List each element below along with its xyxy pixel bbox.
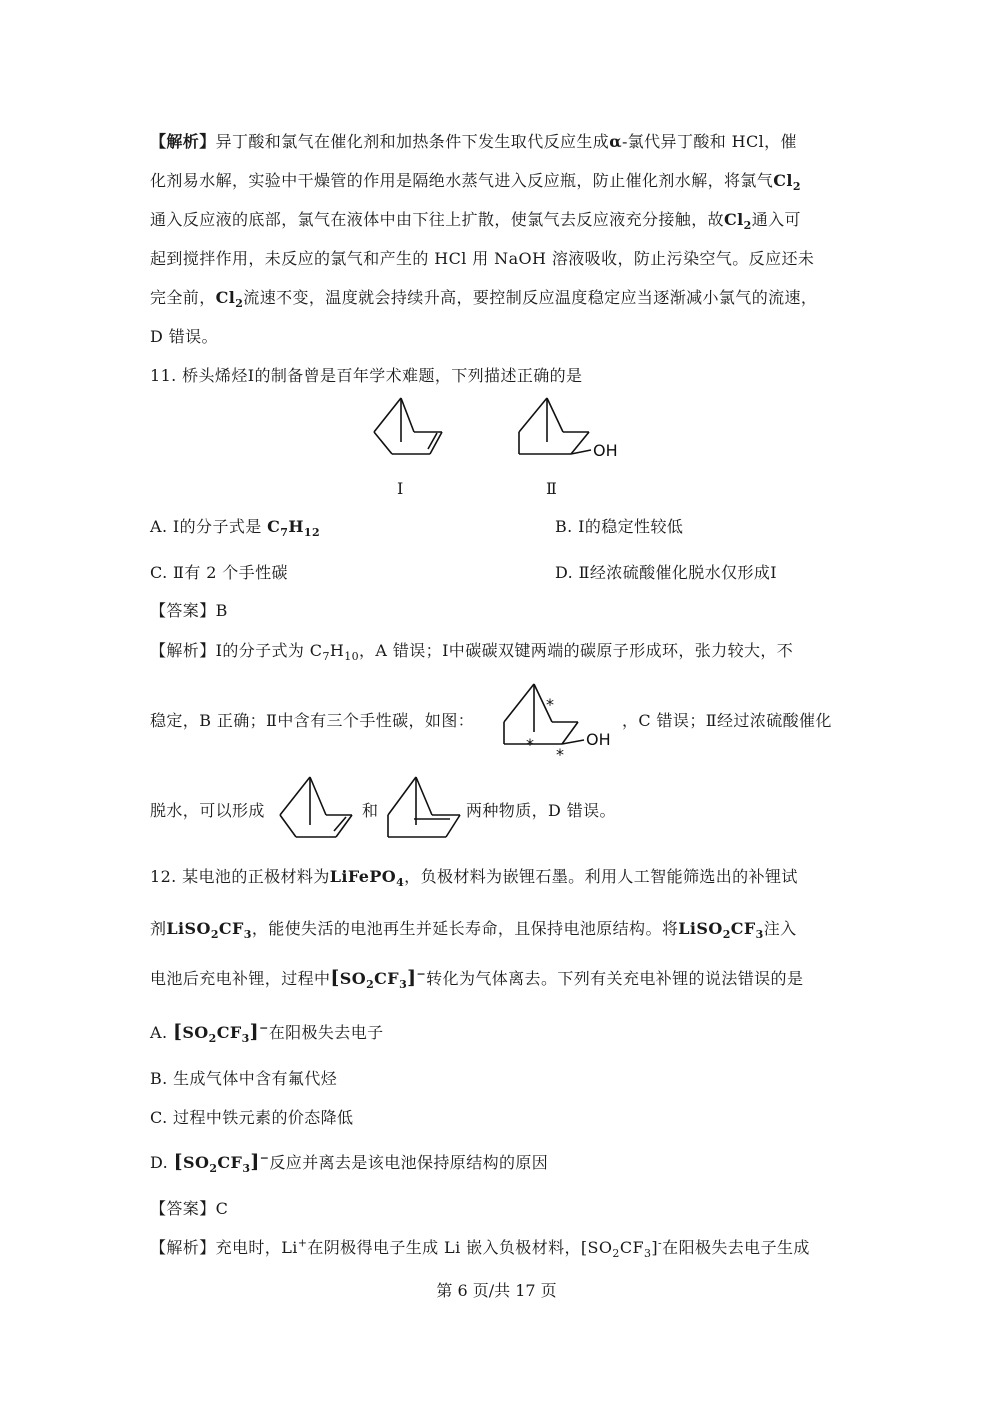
- q11-analysis-line-3b: 两种物质，D 错误。: [466, 801, 616, 820]
- q11-analysis-line-3a: 脱水，可以形成: [150, 801, 265, 820]
- molecule-II-structure: [515, 396, 625, 460]
- analysis-10-line-4: 起到搅拌作用，未反应的氯气和产生的 HCl 用 NaOH 溶液吸收，防止污染空气。反应还未: [150, 249, 815, 268]
- chiral-star-1: *: [546, 695, 554, 714]
- molecule-I-label: Ⅰ: [397, 479, 404, 498]
- molecule-II-label: Ⅱ: [546, 479, 557, 498]
- q11-analysis-and: 和: [362, 801, 379, 820]
- chiral-star-3: *: [556, 745, 564, 764]
- analysis-10-line-2: 化剂易水解，实验中干燥管的作用是隔绝水蒸气进入反应瓶，防止催化剂水解，将氯气$Cl_2$: [150, 171, 801, 194]
- q11-analysis-line-2b: ，C 错误；Ⅱ经过浓硫酸催化: [622, 711, 832, 730]
- product-2-structure: [384, 775, 464, 839]
- question-12-stem-2: 剂$LiSO_2CF_3$，能使失活的电池再生并延长寿命，且保持电池原结构。将$LiSO_2CF_3$注入: [150, 919, 797, 942]
- q12-analysis-line-1: 【解析】充电时，Li+在阴极得电子生成 Li 嵌入负极材料，$[SO_2CF_3]^-$在阳极失去电子生成: [150, 1236, 810, 1261]
- q11-option-a: A. Ⅰ的分子式是 $C_7H_{12}$: [150, 517, 320, 540]
- q12-option-a: A. $[SO_2CF_3]^-$在阳极失去电子: [150, 1021, 384, 1046]
- q11-analysis-line-2a: 稳定，B 正确；Ⅱ中含有三个手性碳，如图：: [150, 711, 475, 730]
- q11-option-b: B. Ⅰ的稳定性较低: [555, 517, 684, 536]
- chiral-carbon-structure: [500, 682, 625, 764]
- q11-analysis-line-1: 【解析】Ⅰ的分子式为 $C_7H_{10}$，A 错误；Ⅰ中碳碳双键两端的碳原子形成环，张力较大，不: [150, 641, 794, 664]
- analysis-10-line-3: 通入反应液的底部，氯气在液体中由下往上扩散，使氯气去反应液充分接触，故$Cl_2$通入可: [150, 210, 801, 233]
- page-footer: 第 6 页/共 17 页: [436, 1281, 557, 1300]
- q12-answer: 【答案】C: [150, 1199, 229, 1218]
- product-1-structure: [276, 775, 356, 839]
- question-12-stem-1: 12. 某电池的正极材料为LiFePO$_4$，负极材料为嵌锂石墨。利用人工智能筛选出的补锂试: [150, 867, 798, 890]
- question-12-stem-3: 电池后充电补锂，过程中$[SO_2CF_3]^-$转化为气体离去。下列有关充电补锂的说法错误的是: [150, 967, 804, 992]
- q11-option-c: C. Ⅱ有 2 个手性碳: [150, 563, 288, 582]
- analysis-10-line-6: D 错误。: [150, 327, 218, 346]
- molecule-II-oh: OH: [593, 441, 618, 460]
- q12-option-b: B. 生成气体中含有氟代烃: [150, 1069, 338, 1088]
- q11-answer: 【答案】B: [150, 601, 228, 620]
- molecule-I-structure: [370, 396, 450, 460]
- analysis-10-line-1: 【解析】异丁酸和氯气在催化剂和加热条件下发生取代反应生成α-氯代异丁酸和 HCl，催: [150, 132, 797, 151]
- chiral-star-2: *: [526, 735, 534, 754]
- chiral-oh: OH: [586, 730, 611, 749]
- q12-option-d: D. $[SO_2CF_3]^-$反应并离去是该电池保持原结构的原因: [150, 1151, 549, 1176]
- q11-option-d: D. Ⅱ经浓硫酸催化脱水仅形成Ⅰ: [555, 563, 778, 582]
- question-11-stem: 11. 桥头烯烃Ⅰ的制备曾是百年学术难题，下列描述正确的是: [150, 366, 583, 385]
- q12-option-c: C. 过程中铁元素的价态降低: [150, 1108, 354, 1127]
- analysis-10-line-5: 完全前，$Cl_2$流速不变，温度就会持续升高，要控制反应温度稳定应当逐渐减小氯气的流速，: [150, 288, 818, 311]
